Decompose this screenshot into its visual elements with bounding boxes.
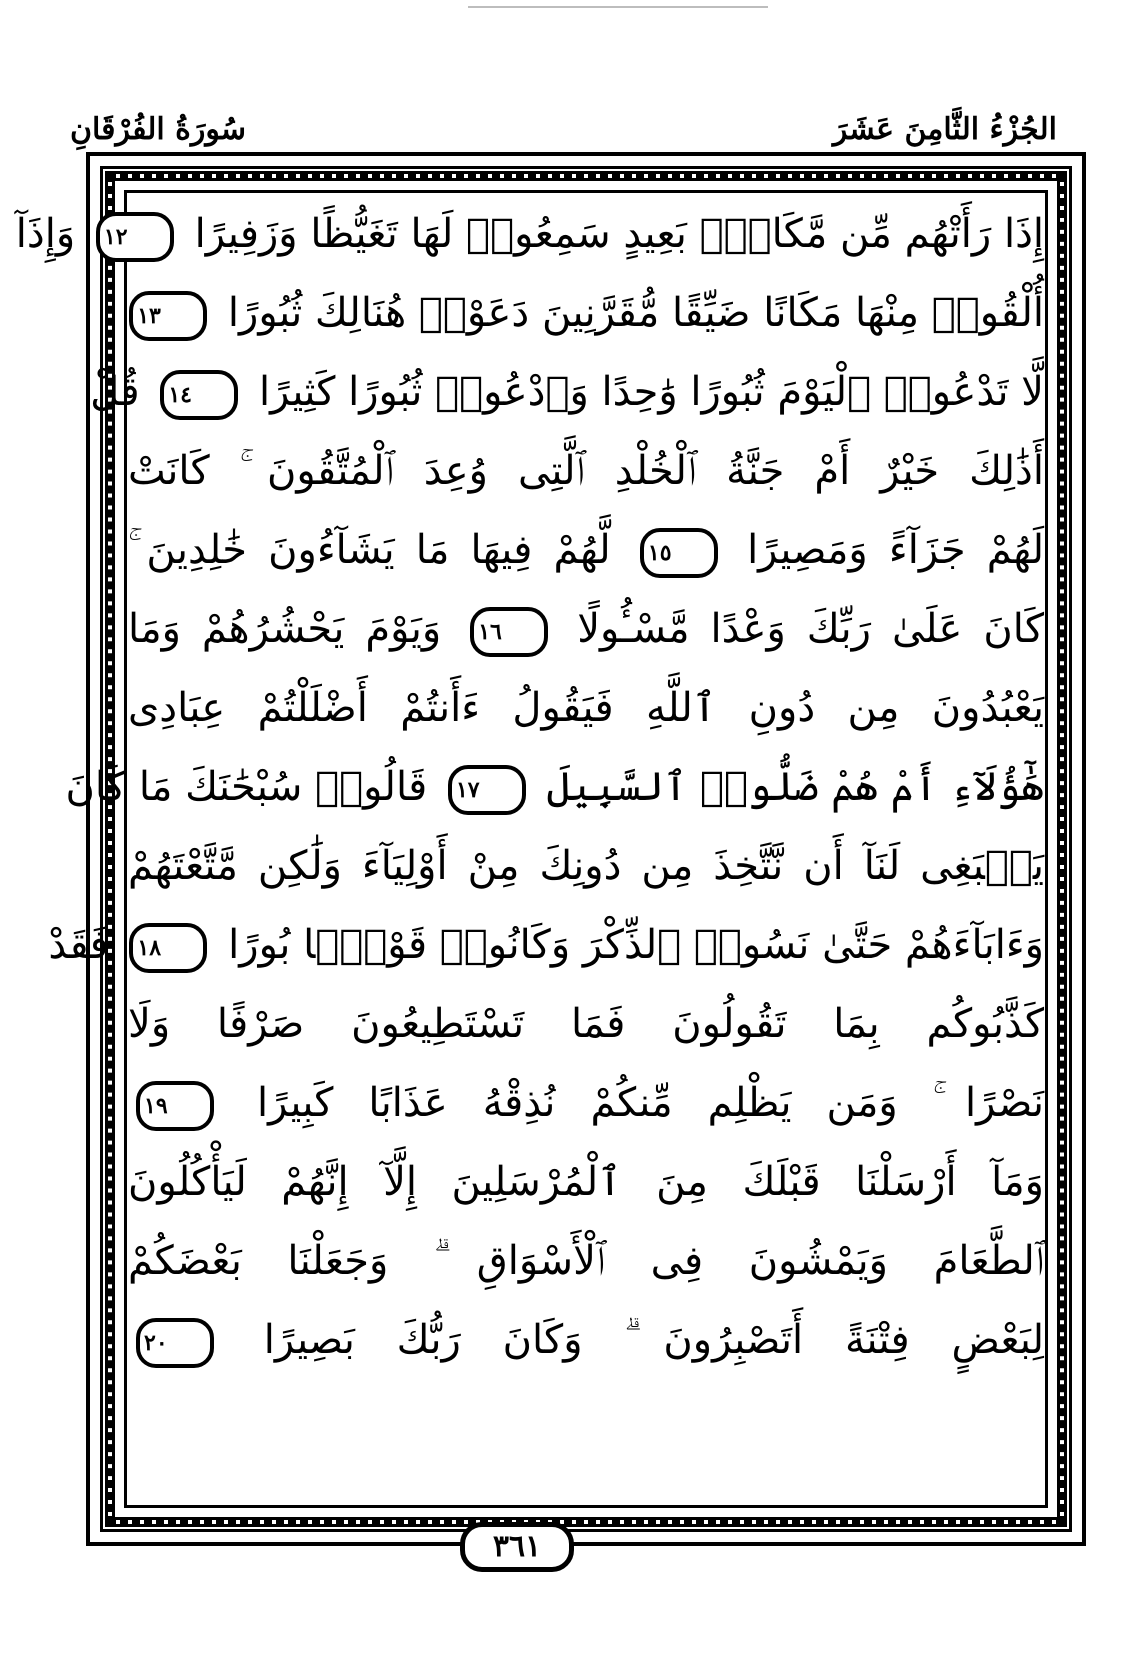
verse-line — [128, 1143, 1044, 1222]
ayah-number-marker: ١٦ — [470, 607, 548, 657]
verse-text: لِبَعْضٍ فِتْنَةً أَتَصْبِرُونَ ۗ وَكَانَ رَبُّكَ بَصِيرًا — [263, 1317, 1045, 1363]
ayah-number-marker: ١٧ — [448, 765, 526, 815]
verse-text: وَمَآ أَرْسَلْنَا قَبْلَكَ مِنَ ٱلْمُرْسَلِينَ إِلَّآ إِنَّهُمْ لَيَأْكُلُونَ — [128, 1159, 1044, 1205]
verse-text: وَإِذَآ — [15, 211, 76, 257]
ayah-number-marker: ٢٠ — [136, 1318, 214, 1368]
verse-line — [128, 1222, 1044, 1301]
verse-text: وَءَابَآءَهُمْ حَتَّىٰ نَسُوا۟ ٱلذِّكْرَ وَكَانُوا۟ قَوْمًۢا بُورًا — [228, 922, 1044, 968]
verse-line — [128, 1064, 1044, 1143]
verse-line — [48, 906, 1044, 985]
verse-text: قُلْ — [90, 369, 140, 415]
ayah-number-marker: ١٣ — [129, 291, 207, 341]
verse-line — [128, 432, 1044, 511]
verse-text: قَالُوا۟ سُبْحَٰنَكَ مَا كَانَ — [65, 764, 428, 810]
verse-line — [128, 669, 1044, 748]
verse-line — [128, 511, 1044, 590]
juz-header: الجُزْءُ الثَّامِنَ عَشَرَ — [832, 112, 1057, 147]
verse-text: لَّا تَدْعُوا۟ ٱلْيَوْمَ ثُبُورًا وَٰحِدًا وَٱدْعُوا۟ ثُبُورًا كَثِيرًا — [259, 369, 1044, 415]
verse-text: ٱلطَّعَامَ وَيَمْشُونَ فِى ٱلْأَسْوَاقِ ۗ وَجَعَلْنَا بَعْضَكُمْ — [128, 1238, 1044, 1284]
verse-text: كَذَّبُوكُم بِمَا تَقُولُونَ فَمَا تَسْتَطِيعُونَ صَرْفًا وَلَا — [128, 1001, 1044, 1047]
verse-line — [15, 195, 1044, 274]
verse-line — [128, 1301, 1044, 1380]
verse-line — [65, 748, 1044, 827]
verse-text: لَهُمْ جَزَآءً وَمَصِيرًا — [747, 527, 1045, 573]
ayah-number-marker: ١٥ — [640, 528, 718, 578]
verse-text-area — [15, 195, 1045, 1460]
verse-line — [128, 274, 1044, 353]
verse-text: أُلْقُوا۟ مِنْهَا مَكَانًا ضَيِّقًا مُّقَرَّنِينَ دَعَوْا۟ هُنَالِكَ ثُبُورًا — [227, 290, 1044, 336]
verse-text: نَصْرًا ۚ وَمَن يَظْلِم مِّنكُمْ نُذِقْهُ عَذَابًا كَبِيرًا — [257, 1080, 1045, 1126]
verse-text: يَعْبُدُونَ مِن دُونِ ٱللَّهِ فَيَقُولُ ءَأَنتُمْ أَضْلَلْتُمْ عِبَادِى — [128, 685, 1044, 731]
verse-line — [128, 590, 1044, 669]
verse-text: لَّهُمْ فِيهَا مَا يَشَآءُونَ خَٰلِدِينَ ۚ — [128, 527, 611, 573]
ayah-number-marker: ١٨ — [129, 923, 207, 973]
verse-text: أَذَٰلِكَ خَيْرٌ أَمْ جَنَّةُ ٱلْخُلْدِ ٱلَّتِى وُعِدَ ٱلْمُتَّقُونَ ۚ كَانَتْ — [128, 448, 1044, 494]
ayah-number-marker: ١٢ — [96, 212, 174, 262]
verse-line — [128, 985, 1044, 1064]
verse-text: فَقَدْ — [48, 922, 109, 968]
verse-line — [90, 353, 1044, 432]
verse-text: كَانَ عَلَىٰ رَبِّكَ وَعْدًا مَّسْـُٔولًا — [577, 606, 1044, 652]
verse-line — [128, 827, 1044, 906]
ayah-number-marker: ١٩ — [136, 1081, 214, 1131]
verse-text: وَيَوْمَ يَحْشُرُهُمْ وَمَا — [128, 606, 442, 652]
surah-header: سُورَةُ الفُرْقَانِ — [70, 112, 247, 147]
ayah-number-marker: ١٤ — [160, 370, 238, 420]
verse-text: هَٰٓؤُلَآءِ أَمْ هُمْ ضَلُّوا۟ ٱلسَّبِيلَ — [546, 764, 1044, 810]
verse-text: يَنۢبَغِى لَنَآ أَن نَّتَّخِذَ مِن دُونِكَ مِنْ أَوْلِيَآءَ وَلَٰكِن مَّتَّعْتَهُمْ — [128, 843, 1044, 889]
verse-text: إِذَا رَأَتْهُم مِّن مَّكَانٍۭ بَعِيدٍ سَمِعُوا۟ لَهَا تَغَيُّظًا وَزَفِيرًا — [194, 211, 1044, 257]
top-rule — [468, 6, 768, 8]
page-number: ٣٦١ — [460, 1522, 574, 1572]
